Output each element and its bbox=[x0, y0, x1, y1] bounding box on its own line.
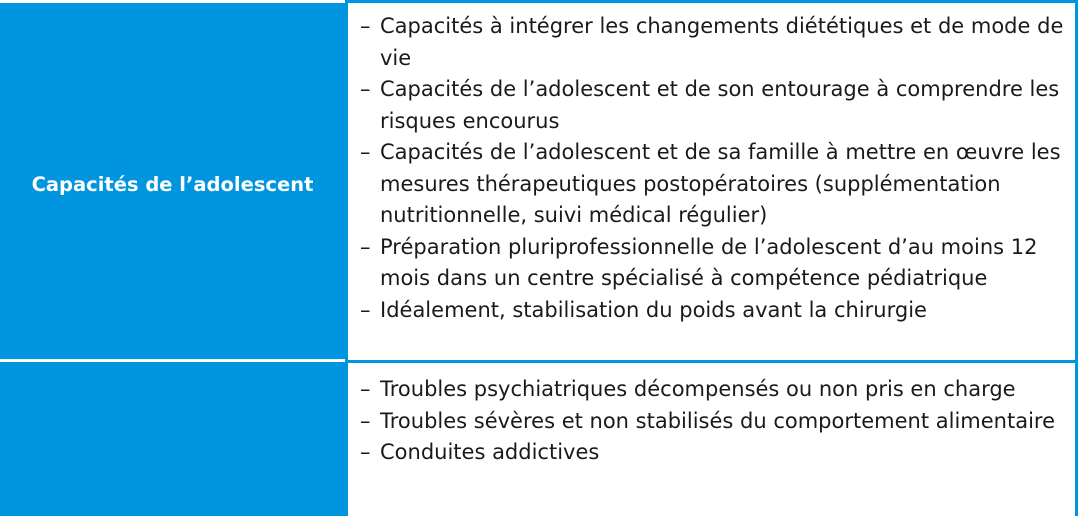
dash-bullet: – bbox=[360, 77, 371, 101]
dash-bullet: – bbox=[360, 297, 371, 322]
criteria-list-contraindications bbox=[360, 374, 1072, 469]
dash-bullet: – bbox=[360, 234, 371, 259]
list-item: – Capacités de l’adolescent et de sa famille à mettre en œuvre les mesures thérapeutiques postopératoires (supplémentation nutritionnelle, suivi médical régulier) bbox=[360, 137, 1072, 232]
dash-bullet: – bbox=[360, 140, 371, 164]
list-item: – Idéalement, stabilisation du poids avant la chirurgie bbox=[360, 295, 1072, 327]
dash-bullet: – bbox=[360, 408, 371, 433]
list-item: – Troubles psychiatriques décompensés ou non pris en charge bbox=[360, 374, 1072, 406]
list-item: – Troubles sévères et non stabilisés du comportement alimentaire bbox=[360, 406, 1072, 438]
list-item: – Capacités à intégrer les changements diététiques et de mode de vie bbox=[360, 11, 1072, 74]
list-item: – Préparation pluriprofessionnelle de l’adolescent d’au moins 12 mois dans un centre spécialisé à compétence pédiatrique bbox=[360, 232, 1072, 295]
cell-border-left bbox=[345, 0, 348, 516]
row-header-adolescent-capacities: Capacités de l’adolescent bbox=[31, 173, 314, 196]
dash-bullet: – bbox=[360, 440, 371, 464]
row-divider-middle bbox=[0, 359, 345, 362]
list-item: – Capacités de l’adolescent et de son entourage à comprendre les risques encourus bbox=[360, 74, 1072, 137]
criteria-list-capacities bbox=[360, 11, 1072, 326]
cell-border-middle bbox=[345, 360, 1078, 363]
list-item: – Conduites addictives bbox=[360, 437, 1072, 469]
dash-bullet: – bbox=[360, 14, 371, 38]
cell-border-top bbox=[345, 0, 1078, 3]
row-divider-top bbox=[0, 0, 345, 3]
row-header-column bbox=[0, 0, 345, 516]
dash-bullet: – bbox=[360, 377, 371, 401]
